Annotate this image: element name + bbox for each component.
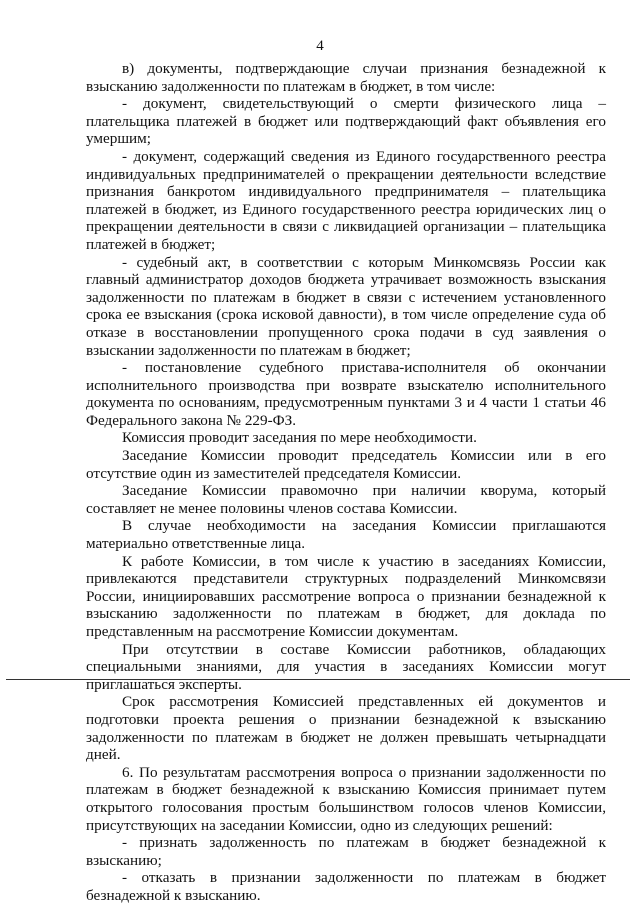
paragraph-quorum: Заседание Комиссии правомочно при наличии кворума, который составляет не менее половины членов состава Комиссии. xyxy=(86,482,606,517)
paragraph-meetings: Комиссия проводит заседания по мере необходимости. xyxy=(122,429,477,447)
document-body xyxy=(86,60,606,905)
paragraph-registry-info: - документ, содержащий сведения из Единого государственного реестра индивидуальных предпринимателей о прекращении деятельности вследствие признания банкротом индивидуального предпринимателя – плательщика платежей в бюджет, из Единого государственного реестра юридических лиц о прекращении деятельности в связи с ликвидацией организации – плательщика платежей в бюджет; xyxy=(86,147,606,253)
paragraph-responsible-persons: В случае необходимости на заседания Комиссии приглашаются материально ответственные лица. xyxy=(86,517,606,553)
paragraph-decision: 6. По результатам рассмотрения вопроса о признании задолженности по платежам в бюджет безнадежной к взысканию Комиссия принимает путем открытого голосования простым большинством голосов членов Комиссии, присутствующих на заседании Комиссии, одно из следующих решений: xyxy=(86,763,606,834)
paragraph-experts: При отсутствии в составе Комиссии работников, обладающих специальными знаниями, для участия в заседаниях Комиссии могут приглашаться эксперты. xyxy=(86,640,606,693)
paragraph-decision-recognize: - признать задолженность по платежам в бюджет безнадежной к взысканию; xyxy=(86,834,606,869)
paragraph-documents-list: в) документы, подтверждающие случаи признания безнадежной к взысканию задолженности по платежам в бюджет, в том числе: xyxy=(86,60,606,95)
paragraph-death-certificate: - документ, свидетельствующий о смерти физического лица – плательщика платежей в бюджет или подтверждающий факт объявления его умершим; xyxy=(86,95,606,148)
paragraph-decision-refuse: - отказать в признании задолженности по платежам в бюджет безнадежной к взысканию. xyxy=(86,869,606,904)
paragraph-court-act: - судебный акт, в соответствии с которым Минкомсвязь России как главный администратор доходов бюджета утрачивает возможность взыскания задолженности по платежам в бюджет в связи с истечением установленного срока ее взыскания (срока исковой давности), в том числе определение суда об отказе в восстановлении пропущенного срока подачи в суд заявления о взыскании задолженности по платежам в бюджет; xyxy=(86,253,606,359)
scan-line-artifact xyxy=(6,679,630,680)
paragraph-chairman: Заседание Комиссии проводит председатель Комиссии или в его отсутствие один из заместителей председателя Комиссии. xyxy=(86,447,606,482)
page-number: 4 xyxy=(316,38,324,54)
paragraph-review-term: Срок рассмотрения Комиссией представленных ей документов и подготовки проекта решения о признании безнадежной к взысканию задолженности по платежам в бюджет не должен превышать четырнадцати дней. xyxy=(86,693,606,764)
paragraph-representatives: К работе Комиссии, в том числе к участию в заседаниях Комиссии, привлекаются представители структурных подразделений Минкомсвязи России, инициировавших рассмотрение вопроса о признании безнадежной к взысканию задолженности по платежам в бюджет, для доклада по представленным на рассмотрение Комиссии документам. xyxy=(86,552,606,640)
paragraph-bailiff-resolution: - постановление судебного пристава-исполнителя об окончании исполнительного производства при возврате взыскателю исполнительного документа по основаниям, предусмотренным пунктами 3 и 4 части 1 статьи 46 Федерального закона № 229-ФЗ. xyxy=(86,359,606,429)
